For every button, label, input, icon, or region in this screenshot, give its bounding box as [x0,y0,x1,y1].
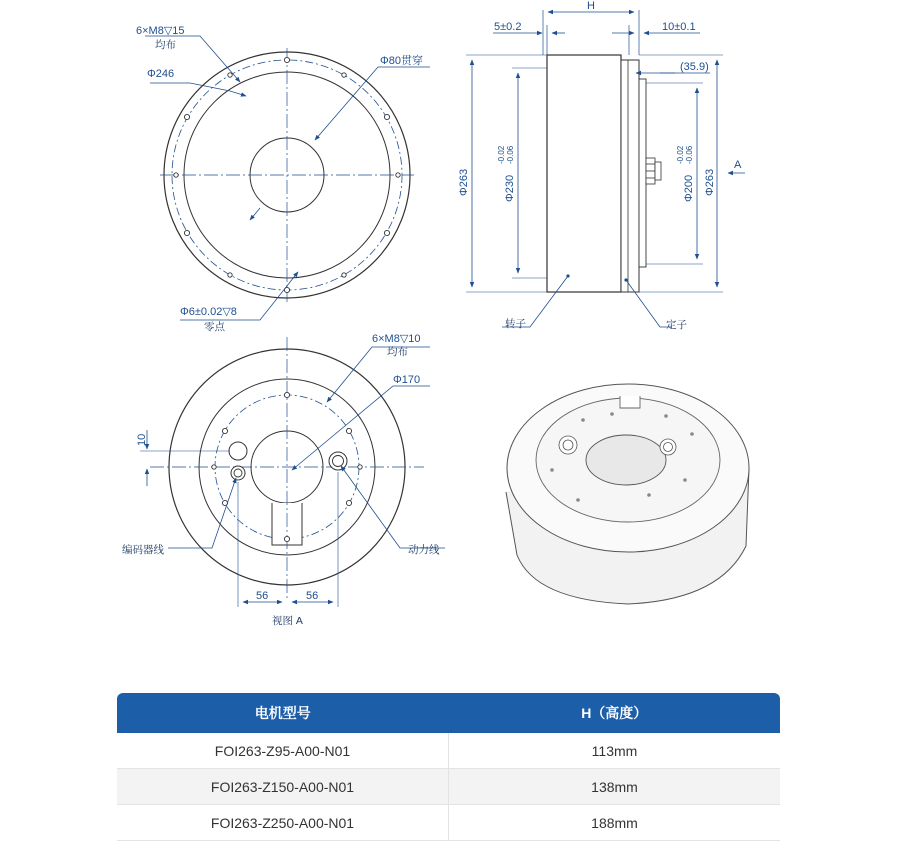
dia-200: Φ200 [683,174,695,202]
dia-263-right: Φ263 [704,168,716,196]
top-bolt-note: 6×M8▽15 [136,25,185,37]
power-label: 动力线 [408,544,440,556]
top-view [136,25,430,333]
tol-230-bottom: -0.06 [506,145,515,164]
rotor-label: 转子 [505,318,526,330]
dim-5: 5±0.2 [494,21,522,33]
dim-56-right: 56 [306,590,319,602]
col-header-height: H（高度） [449,693,781,733]
dim-10: 10±0.1 [662,21,696,33]
table-header-row [117,693,780,733]
dia-246-label: Φ246 [147,68,175,80]
dia-263-left: Φ263 [458,168,470,196]
view-a [122,333,445,627]
table-row [117,733,780,769]
tol-230-top: -0.02 [497,145,506,164]
encoder-label: 编码器线 [122,544,164,556]
view-arrow-label: A [734,159,742,171]
model-cell: FOI263-Z250-A00-N01 [117,805,449,841]
dim-56-left: 56 [256,590,269,602]
col-header-model: 电机型号 [117,693,449,733]
table-row [117,805,780,841]
side-view [458,0,745,331]
view-a-caption: 视图 A [272,615,303,627]
table-row [117,769,780,805]
dim-35-9: (35.9) [680,61,709,73]
dia-170-label: Φ170 [393,374,421,386]
stator-label: 定子 [666,319,687,331]
tol-200-bottom: -0.06 [685,145,694,164]
top-bolt-note2: 均布 [155,39,176,51]
dia-80-label: Φ80贯穿 [380,55,424,67]
model-table [117,693,780,841]
height-cell: 188mm [449,805,781,841]
view-a-bolt-note2: 均布 [387,346,408,358]
view-a-bolt-note: 6×M8▽10 [372,333,421,345]
tol-200-top: -0.02 [676,145,685,164]
dim-h: H [587,0,595,12]
dia-230: Φ230 [504,174,516,202]
pin-note2: 零点 [204,321,225,333]
motor-3d-render [506,384,749,604]
model-cell: FOI263-Z150-A00-N01 [117,769,449,805]
dim-10-label: 10 [136,433,148,446]
pin-note: Φ6±0.02▽8 [180,306,237,318]
height-cell: 138mm [449,769,781,805]
height-cell: 113mm [449,733,781,769]
model-cell: FOI263-Z95-A00-N01 [117,733,449,769]
